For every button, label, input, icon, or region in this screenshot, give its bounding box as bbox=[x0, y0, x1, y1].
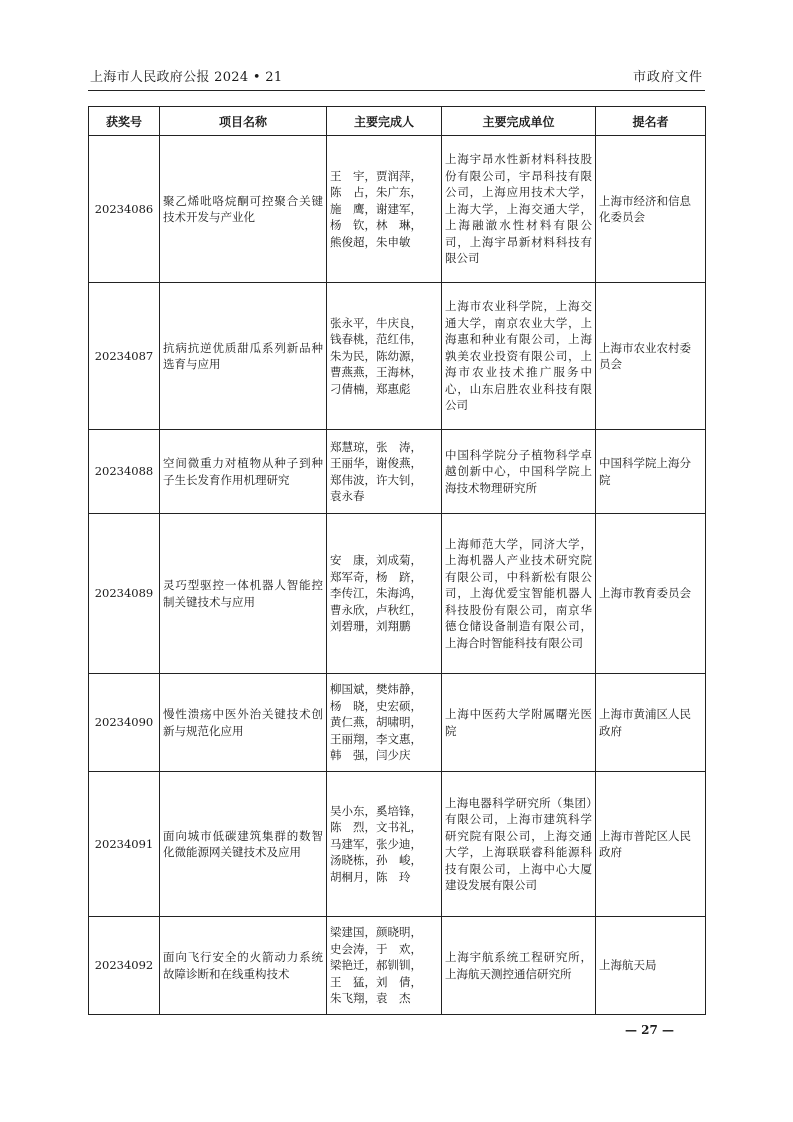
contributor-line: 刘碧珊，刘翔鹏 bbox=[330, 619, 411, 634]
completing-units: 中国科学院分子植物科学卓越创新中心，中国科学院上海技术物理研究所 bbox=[442, 430, 596, 514]
header-divider bbox=[88, 90, 705, 91]
nominator: 中国科学院上海分院 bbox=[596, 430, 706, 514]
contributor-line: 柳国斌，樊炜静， bbox=[330, 682, 422, 697]
contributor-line: 李传江，朱海鸿， bbox=[330, 586, 422, 601]
nominator: 上海市普陀区人民政府 bbox=[596, 772, 706, 917]
contributor-line: 郑伟波，许大钊， bbox=[330, 472, 422, 487]
awards-table bbox=[88, 106, 706, 1015]
nominator: 上海市黄浦区人民政府 bbox=[596, 674, 706, 772]
contributor-line: 史会涛，于 欢， bbox=[330, 941, 422, 956]
project-name: 聚乙烯吡咯烷酮可控聚合关键技术开发与产业化 bbox=[160, 136, 327, 283]
contributor-line: 张永平，牛庆良， bbox=[330, 315, 422, 330]
completing-units: 上海宇航系统工程研究所，上海航天测控通信研究所 bbox=[442, 917, 596, 1015]
contributor-line: 胡桐月，陈 玲 bbox=[330, 869, 411, 884]
contributor-line: 曹永欣，卢秋红， bbox=[330, 602, 422, 617]
column-header-main-units: 主要完成单位 bbox=[442, 107, 596, 136]
contributor-line: 杨 晓，史宏硕， bbox=[330, 698, 422, 713]
contributor-line: 马建军，张少迪， bbox=[330, 836, 422, 851]
column-header-nominator: 提名者 bbox=[596, 107, 706, 136]
award-id: 20234089 bbox=[89, 514, 160, 674]
contributor-line: 安 康，刘成菊， bbox=[330, 553, 422, 568]
contributor-line: 朱飞翔，袁 杰 bbox=[330, 991, 411, 1006]
project-name: 抗病抗逆优质甜瓜系列新品种选育与应用 bbox=[160, 283, 327, 430]
contributor-line: 王 猛，刘 倩， bbox=[330, 974, 422, 989]
contributor-line: 朱为民，陈幼源， bbox=[330, 348, 422, 363]
award-id: 20234087 bbox=[89, 283, 160, 430]
table-header-row bbox=[89, 107, 706, 136]
contributor-line: 刁倩楠，郑惠彪 bbox=[330, 381, 411, 396]
table-row bbox=[89, 514, 706, 674]
contributors bbox=[327, 283, 442, 430]
contributor-line: 杨 钦，林 琳， bbox=[330, 218, 422, 233]
contributors bbox=[327, 136, 442, 283]
table-row bbox=[89, 430, 706, 514]
contributor-line: 施 鹰，谢建军， bbox=[330, 201, 422, 216]
table-row bbox=[89, 283, 706, 430]
contributor-line: 郑军奇，杨 跻， bbox=[330, 569, 422, 584]
table-row bbox=[89, 136, 706, 283]
contributors bbox=[327, 674, 442, 772]
contributor-line: 陈 烈，文书礼， bbox=[330, 820, 422, 835]
award-id: 20234092 bbox=[89, 917, 160, 1015]
contributor-line: 陈 占，朱广东， bbox=[330, 185, 422, 200]
contributors bbox=[327, 430, 442, 514]
column-header-main-contributors: 主要完成人 bbox=[327, 107, 442, 136]
contributor-line: 王 宇，贾润萍， bbox=[330, 168, 422, 183]
nominator: 上海市教育委员会 bbox=[596, 514, 706, 674]
gazette-title: 上海市人民政府公报 2024 • 21 bbox=[90, 70, 283, 85]
contributors bbox=[327, 514, 442, 674]
award-id: 20234086 bbox=[89, 136, 160, 283]
project-name: 灵巧型驱控一体机器人智能控制关键技术与应用 bbox=[160, 514, 327, 674]
table-row bbox=[89, 917, 706, 1015]
contributor-line: 吴小东，奚培锋， bbox=[330, 803, 422, 818]
table-row bbox=[89, 674, 706, 772]
table-row bbox=[89, 772, 706, 917]
contributor-line: 汤晓栋，孙 峻， bbox=[330, 853, 422, 868]
contributor-line: 王丽华，谢俊燕， bbox=[330, 456, 422, 470]
nominator: 上海市经济和信息化委员会 bbox=[596, 136, 706, 283]
contributor-line: 袁永春 bbox=[330, 489, 365, 503]
award-id: 20234090 bbox=[89, 674, 160, 772]
nominator: 上海航天局 bbox=[596, 917, 706, 1015]
award-id: 20234088 bbox=[89, 430, 160, 514]
award-id: 20234091 bbox=[89, 772, 160, 917]
completing-units: 上海电器科学研究所（集团）有限公司，上海市建筑科学研究院有限公司，上海交通大学，上海联联睿科能源科技有限公司，上海中心大厦建设发展有限公司 bbox=[442, 772, 596, 917]
completing-units: 上海市农业科学院，上海交通大学，南京农业大学，上海惠和种业有限公司，上海孰美农业投资有限公司，上海市农业技术推广服务中心，山东启胜农业科技有限公司 bbox=[442, 283, 596, 430]
contributors bbox=[327, 917, 442, 1015]
project-name: 面向飞行安全的火箭动力系统故障诊断和在线重构技术 bbox=[160, 917, 327, 1015]
nominator: 上海市农业农村委员会 bbox=[596, 283, 706, 430]
contributor-line: 曹燕燕，王海林， bbox=[330, 365, 422, 380]
project-name: 慢性溃疡中医外治关键技术创新与规范化应用 bbox=[160, 674, 327, 772]
column-header-project-name: 项目名称 bbox=[160, 107, 327, 136]
contributor-line: 韩 强，闫少庆 bbox=[330, 748, 411, 763]
contributor-line: 郑慧琼，张 涛， bbox=[330, 439, 422, 454]
completing-units: 上海中医药大学附属曙光医院 bbox=[442, 674, 596, 772]
column-header-award-id: 获奖号 bbox=[89, 107, 160, 136]
project-name: 空间微重力对植物从种子到种子生长发育作用机理研究 bbox=[160, 430, 327, 514]
completing-units: 上海宇昂水性新材料科技股份有限公司，宇昂科技有限公司，上海应用技术大学，上海大学，上海交通大学，上海融澈水性材料有限公司，上海宇昂新材料科技有限公司 bbox=[442, 136, 596, 283]
contributors bbox=[327, 772, 442, 917]
contributor-line: 梁建国，颜晓明， bbox=[330, 925, 422, 940]
contributor-line: 黄仁燕，胡啸明， bbox=[330, 715, 422, 730]
section-label: 市政府文件 bbox=[632, 70, 703, 85]
project-name: 面向城市低碳建筑集群的数智化微能源网关键技术及应用 bbox=[160, 772, 327, 917]
contributor-line: 梁艳迁，郝钏钏， bbox=[330, 958, 422, 973]
contributor-line: 王丽翔，李文惠， bbox=[330, 731, 422, 746]
contributor-line: 钱春桃，范红伟， bbox=[330, 332, 422, 347]
contributor-line: 熊俊超，朱申敏 bbox=[330, 234, 411, 249]
completing-units: 上海师范大学，同济大学，上海机器人产业技术研究院有限公司，中科新松有限公司，上海优爱宝智能机器人科技股份有限公司，南京华德仓储设备制造有限公司，上海合时智能科技有限公司 bbox=[442, 514, 596, 674]
page-number: — 27 — bbox=[625, 1023, 675, 1037]
